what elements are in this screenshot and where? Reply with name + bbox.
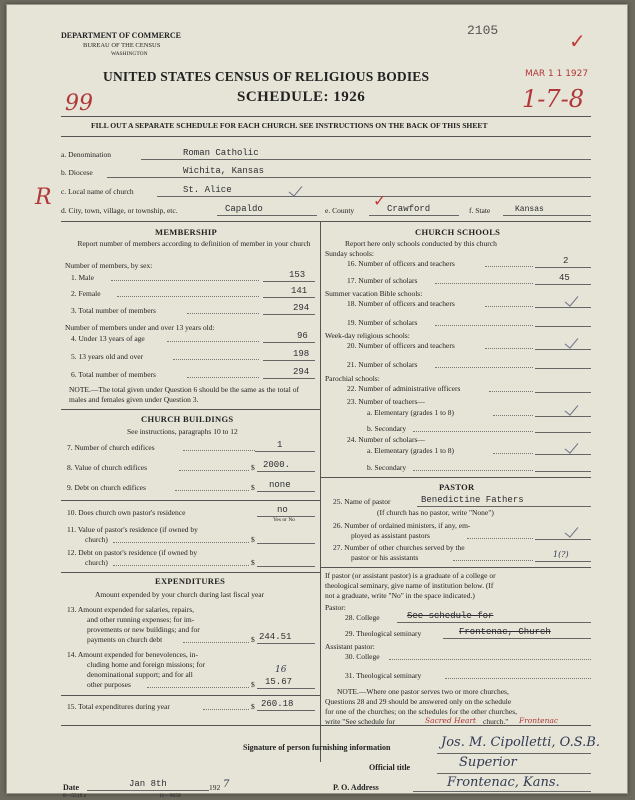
q7-label: 7. Number of church edifices: [67, 443, 155, 452]
dot-leader: [493, 453, 533, 454]
row-rule: [61, 695, 320, 696]
dot-leader: [111, 280, 259, 281]
pastor-note-4: write "See schedule for: [325, 717, 395, 726]
q14-hand-note: 16: [275, 665, 287, 675]
answer-line: [263, 378, 315, 379]
q13-label-3: provements or new buildings; and for: [87, 625, 200, 634]
header-rule-top: [61, 116, 591, 117]
check-mark-icon: [563, 442, 577, 452]
answer-line: [535, 284, 591, 285]
row-rule: [320, 567, 591, 568]
dot-leader: [167, 341, 259, 342]
q6-total-label: 6. Total number of members: [71, 370, 156, 379]
by-sex-label: Number of members, by sex:: [65, 261, 153, 270]
q14-label-2: cluding home and foreign missions; for: [87, 660, 206, 669]
dot-leader: [117, 296, 259, 297]
dot-leader: [175, 490, 249, 491]
expenditures-heading: EXPENDITURES: [155, 576, 226, 586]
pastor-label: Pastor:: [325, 603, 346, 612]
q8-label: 8. Value of church edifices: [67, 463, 148, 472]
q13-label-2: and other running expenses; for im-: [87, 615, 195, 624]
check-mark-icon: [563, 295, 577, 305]
membership-heading: MEMBERSHIP: [155, 227, 218, 237]
q23a-answer-line[interactable]: [535, 416, 591, 417]
diocese-value[interactable]: Wichita, Kansas: [183, 166, 265, 176]
dot-leader: [179, 470, 249, 471]
signature-value[interactable]: Jos. M. Cipolletti, O.S.B.: [441, 735, 600, 750]
year-handwritten[interactable]: 7: [223, 779, 230, 790]
q19-answer-line[interactable]: [535, 326, 591, 327]
pastor-note-1: NOTE.—Where one pastor serves two or more churches,: [337, 687, 509, 696]
pastor-note-hand-2: Frontenac: [519, 716, 559, 725]
q16-value[interactable]: 2: [563, 256, 569, 266]
q10-value[interactable]: no: [277, 505, 288, 515]
weekday-schools-label: Week-day religious schools:: [325, 331, 410, 340]
check-mark-icon: [563, 337, 577, 347]
check-mark-icon: [563, 526, 577, 536]
answer-line: [257, 491, 315, 492]
diocese-line: [107, 177, 591, 178]
q4-under13-value[interactable]: 96: [297, 331, 308, 341]
check-mark-icon: [563, 404, 577, 414]
dot-leader: [183, 642, 249, 643]
schedule-title: SCHEDULE: 1926: [237, 89, 366, 105]
denomination-label: a. Denomination: [61, 150, 111, 159]
dot-leader: [485, 266, 533, 267]
q24a-answer-line[interactable]: [535, 454, 591, 455]
q8-value[interactable]: 2000.: [263, 460, 291, 470]
state-value[interactable]: Kansas: [515, 205, 544, 214]
q17-label: 17. Number of scholars: [347, 276, 418, 285]
dollar-sign: $: [251, 535, 255, 544]
q12-answer-line[interactable]: [257, 566, 315, 567]
answer-line: [255, 451, 315, 452]
q16-label: 16. Number of officers and teachers: [347, 259, 455, 268]
dot-leader: [203, 709, 249, 710]
answer-line: [417, 506, 591, 507]
denomination-line: [141, 159, 591, 160]
dollar-sign: $: [251, 635, 255, 644]
vacation-schools-label: Summer vacation Bible schools:: [325, 289, 423, 298]
q23b-answer-line[interactable]: [535, 432, 591, 433]
header-rule-bottom: [61, 136, 591, 137]
answer-line: [443, 638, 591, 639]
check-mark-icon: [287, 185, 301, 195]
row-rule: [61, 500, 320, 501]
q24b-label: b. Secondary: [367, 463, 407, 472]
q11-label-cont: church): [85, 535, 108, 544]
po-address-line: [413, 791, 591, 792]
q26-label: 26. Number of ordained ministers, if any, em-: [333, 521, 471, 530]
section-rule: [61, 409, 320, 410]
form-title: UNITED STATES CENSUS OF RELIGIOUS BODIES: [103, 69, 430, 84]
q2-female-value[interactable]: 141: [291, 286, 308, 296]
q17-value[interactable]: 45: [559, 273, 570, 283]
q29-value[interactable]: Frontenac, Church: [459, 627, 551, 637]
city-label: d. City, town, village, or township, etc.: [61, 206, 178, 215]
column-divider: [320, 221, 321, 762]
q22-label: 22. Number of administrative officers: [347, 384, 461, 393]
expenditures-subheading: Amount expended by your church during last fiscal year: [95, 590, 265, 599]
dot-leader: [147, 687, 249, 688]
answer-line: [263, 281, 315, 282]
answer-line: [263, 342, 315, 343]
schools-intro: Report here only schools conducted by this church: [345, 239, 497, 248]
q10-label: 10. Does church own pastor's residence: [67, 508, 186, 517]
answer-line: [397, 622, 591, 623]
age-intro-label: Number of members under and over 13 years old:: [65, 323, 215, 332]
answer-line: [257, 471, 315, 472]
city-line: [217, 215, 317, 216]
q29-label: 29. Theological seminary: [345, 629, 422, 638]
signature-label: Signature of person furnishing information: [243, 743, 391, 752]
footer-rule: [61, 725, 591, 726]
local-church-value[interactable]: St. Alice: [183, 185, 232, 195]
q2-female-label: 2. Female: [71, 289, 101, 298]
q25-hint: (If church has no pastor, write "None"): [377, 508, 494, 517]
city-value[interactable]: Capaldo: [225, 204, 263, 214]
q20-answer-line[interactable]: [535, 349, 591, 350]
dot-leader: [435, 325, 533, 326]
county-value[interactable]: Crawford: [387, 204, 431, 214]
dollar-sign: $: [251, 483, 255, 492]
q21-answer-line[interactable]: [535, 368, 591, 369]
q14-label-4: other purposes: [87, 680, 131, 689]
grad-intro-3: not a graduate, write "No" in the space indicated.): [325, 591, 475, 600]
dot-leader: [173, 359, 259, 360]
schedule-number: 2105: [467, 23, 499, 38]
state-label: f. State: [469, 206, 491, 215]
q31-answer-line[interactable]: [445, 678, 591, 679]
pastor-heading: PASTOR: [439, 482, 475, 492]
department-name: DEPARTMENT OF COMMERCE: [61, 31, 182, 40]
q23a-label: a. Elementary (grades 1 to 8): [367, 408, 455, 417]
q12-label: 12. Debt on pastor's residence (if owned by: [67, 548, 198, 557]
po-address-value[interactable]: Frontenac, Kans.: [447, 775, 560, 790]
bureau-name: BUREAU OF THE CENSUS: [83, 42, 161, 49]
answer-line: [263, 297, 315, 298]
print-code-2: 11—9058: [159, 793, 181, 799]
answer-line: [257, 643, 315, 644]
answer-line: [535, 561, 591, 562]
grad-intro-2: theological seminary, give name of institution below. (If: [325, 581, 494, 590]
q9-value[interactable]: none: [269, 480, 291, 490]
signature-line: [437, 753, 591, 754]
answer-line: [263, 360, 315, 361]
dot-leader: [453, 560, 533, 561]
red-r-mark: R: [35, 185, 52, 210]
q15-label: 15. Total expenditures during year: [67, 702, 170, 711]
q24b-answer-line[interactable]: [535, 471, 591, 472]
q3-total-value[interactable]: 294: [293, 303, 310, 313]
section-rule: [61, 572, 320, 573]
q22-answer-line[interactable]: [535, 392, 591, 393]
date-line: [87, 790, 209, 791]
q25-label: 25. Name of pastor: [333, 497, 391, 506]
q9-label: 9. Debt on church edifices: [67, 483, 146, 492]
assistant-pastor-label: Assistant pastor:: [325, 642, 375, 651]
dot-leader: [493, 415, 533, 416]
county-label: e. County: [325, 206, 355, 215]
q24a-label: a. Elementary (grades 1 to 8): [367, 446, 455, 455]
q13-label-4: payments on church debt: [87, 635, 163, 644]
q25-value[interactable]: Benedictine Fathers: [421, 495, 524, 505]
answer-line: [263, 314, 315, 315]
q11-answer-line[interactable]: [257, 543, 315, 544]
official-title-label: Official title: [369, 763, 411, 772]
q5-over13-value[interactable]: 198: [293, 349, 310, 359]
official-title-value[interactable]: Superior: [459, 755, 517, 770]
dollar-sign: $: [251, 702, 255, 711]
bureau-city: WASHINGTON: [111, 51, 148, 57]
q23b-label: b. Secondary: [367, 424, 407, 433]
local-church-label: c. Local name of church: [61, 187, 134, 196]
q7-value[interactable]: 1: [277, 440, 283, 450]
q27-value[interactable]: 1(?): [553, 550, 569, 559]
membership-note: NOTE.—The total given under Question 6 should be the same as the total of males and females given under Question 3.: [69, 385, 299, 404]
q21-label: 21. Number of scholars: [347, 360, 418, 369]
po-address-label: P. O. Address: [333, 783, 379, 792]
red-check-mark: ✓: [569, 29, 586, 53]
answer-line: [535, 267, 591, 268]
date-label: Date: [63, 783, 79, 792]
q1-male-label: 1. Male: [71, 273, 94, 282]
q24-label: 24. Number of scholars—: [347, 435, 425, 444]
pastor-note-2: Questions 28 and 29 should be answered only on the schedule: [325, 697, 512, 706]
dot-leader: [183, 450, 255, 451]
q11-label: 11. Value of pastor's residence (if owned by: [67, 525, 198, 534]
dot-leader: [435, 367, 533, 368]
sunday-schools-label: Sunday schools:: [325, 249, 374, 258]
form-instruction: FILL OUT A SEPARATE SCHEDULE FOR EACH CHURCH. SEE INSTRUCTIONS ON THE BACK OF THIS SHEET: [91, 121, 488, 130]
pastor-note-hand: Sacred Heart: [425, 716, 477, 725]
answer-line: [257, 710, 315, 711]
q23-label: 23. Number of teachers—: [347, 397, 425, 406]
dollar-sign: $: [251, 558, 255, 567]
yes-or-no-hint: Yes or No: [273, 517, 296, 523]
q31-label: 31. Theological seminary: [345, 671, 422, 680]
q6-total-value[interactable]: 294: [293, 367, 310, 377]
q20-label: 20. Number of officers and teachers: [347, 341, 455, 350]
parochial-schools-label: Parochial schools:: [325, 374, 380, 383]
q12-label-cont: church): [85, 558, 108, 567]
dot-leader: [435, 283, 533, 284]
schools-heading: CHURCH SCHOOLS: [415, 227, 501, 237]
pastor-note-3: for one of the churches; on the schedules for the other churches,: [325, 707, 518, 716]
q27-label-2: pastor or his assistants: [351, 553, 419, 562]
received-date-stamp: MAR 1 1 1927: [525, 69, 589, 79]
q26-answer-line[interactable]: [535, 539, 591, 540]
q1-male-value[interactable]: 153: [289, 270, 306, 280]
dollar-sign: $: [251, 680, 255, 689]
dot-leader: [113, 542, 249, 543]
q30-answer-line[interactable]: [389, 659, 591, 660]
q5-over13-label: 5. 13 years old and over: [71, 352, 144, 361]
q18-answer-line[interactable]: [535, 307, 591, 308]
q14-value[interactable]: 15.67: [265, 677, 293, 687]
q4-under13-label: 4. Under 13 years of age: [71, 334, 145, 343]
county-line: [369, 215, 459, 216]
q26-label-2: ployed as assistant pastors: [351, 531, 430, 540]
q14-label-3: denominational support; and for all: [87, 670, 193, 679]
dot-leader: [485, 348, 533, 349]
print-code: 8—5518 a: [63, 793, 87, 799]
q13-label: 13. Amount expended for salaries, repairs,: [67, 605, 195, 614]
dot-leader: [489, 391, 533, 392]
q18-label: 18. Number of officers and teachers: [347, 299, 455, 308]
grad-intro-1: If pastor (or assistant pastor) is a graduate of a college or: [325, 571, 496, 580]
red-check-mark: ✓: [373, 193, 387, 210]
section-rule: [320, 477, 591, 478]
buildings-heading: CHURCH BUILDINGS: [141, 414, 234, 424]
q14-label: 14. Amount expended for benevolences, in-: [67, 650, 199, 659]
dot-leader: [113, 565, 249, 566]
denomination-value[interactable]: Roman Catholic: [183, 148, 259, 158]
pastor-note-5: church.": [483, 717, 509, 726]
q28-label: 28. College: [345, 613, 380, 622]
dot-leader: [187, 313, 259, 314]
q3-total-label: 3. Total number of members: [71, 306, 156, 315]
official-title-line: [437, 773, 591, 774]
dot-leader: [467, 538, 533, 539]
membership-intro: Report number of members according to definition of member in your church: [77, 239, 311, 248]
dot-leader: [485, 306, 533, 307]
q28-value[interactable]: See schedule for: [407, 611, 494, 621]
dot-leader: [413, 470, 533, 471]
q13-value[interactable]: 244.51: [259, 632, 292, 642]
q30-label: 30. College: [345, 652, 380, 661]
handwritten-code-right: 1-7-8: [522, 85, 585, 113]
handwritten-number-left: 99: [65, 91, 93, 116]
buildings-subheading: See instructions, paragraphs 10 to 12: [127, 427, 238, 436]
q19-label: 19. Number of scholars: [347, 318, 418, 327]
state-line: [503, 215, 591, 216]
dollar-sign: $: [251, 463, 255, 472]
dot-leader: [187, 377, 259, 378]
diocese-label: b. Diocese: [61, 168, 93, 177]
q27-label: 27. Number of other churches served by the: [333, 543, 465, 552]
answer-line: [257, 688, 315, 689]
year-printed: 192: [209, 783, 221, 792]
dot-leader: [413, 431, 533, 432]
census-schedule-sheet: [6, 4, 628, 799]
q15-value[interactable]: 260.18: [261, 699, 294, 709]
grid-top-rule: [61, 221, 591, 222]
date-value[interactable]: Jan 8th: [129, 779, 167, 789]
